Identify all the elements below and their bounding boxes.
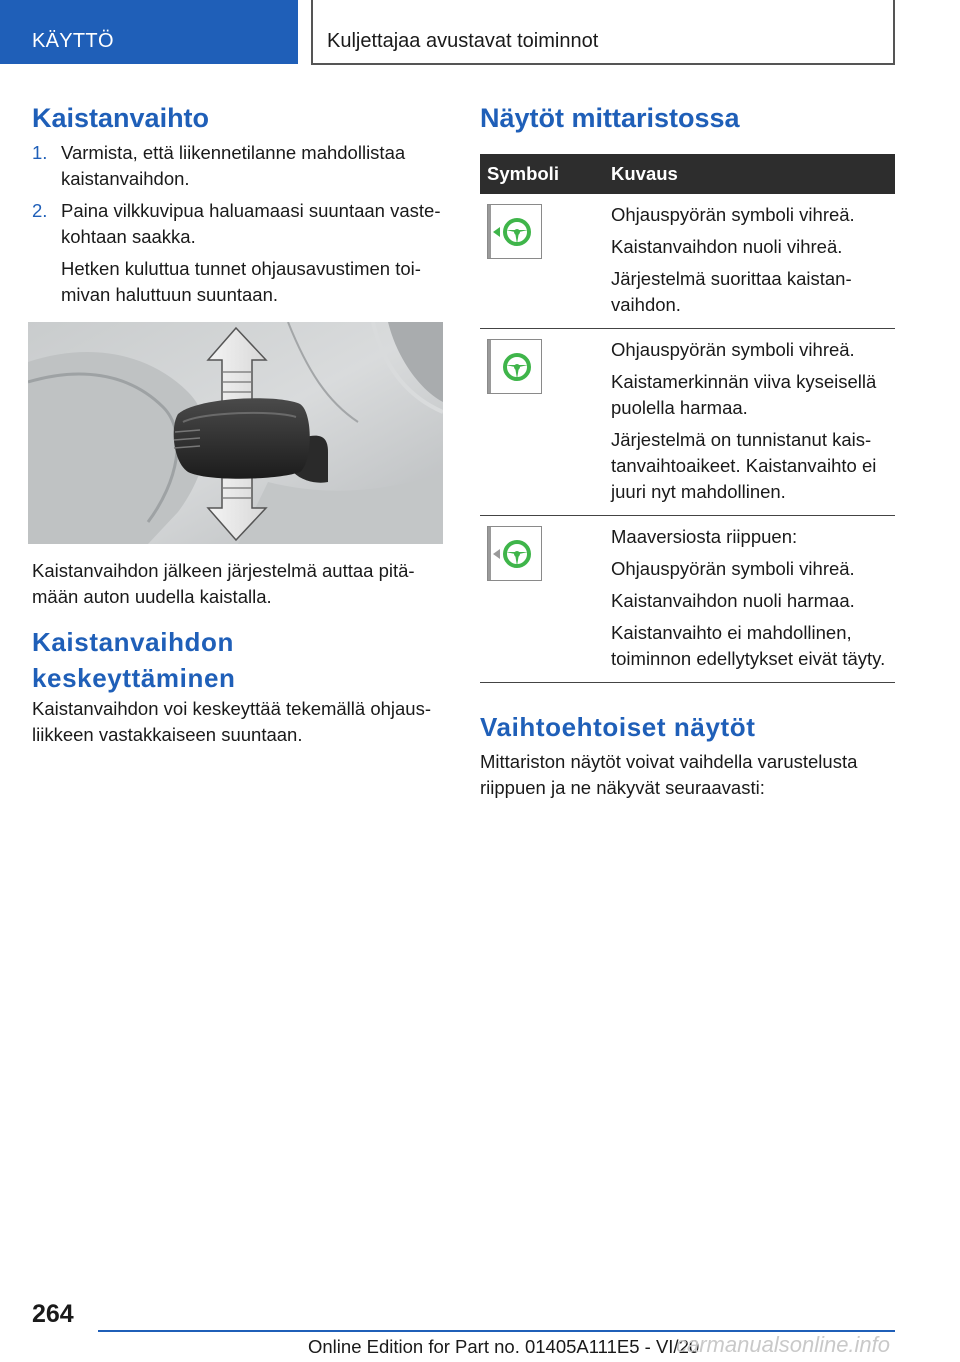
table-row bbox=[480, 516, 895, 683]
steps-list bbox=[32, 140, 444, 250]
table-row bbox=[480, 194, 895, 329]
heading-displays: Näytöt mittaristossa bbox=[480, 103, 740, 133]
turn-signal-lever-illustration bbox=[28, 322, 443, 544]
steering-wheel-icon bbox=[487, 204, 542, 259]
description-line: Järjestelmä on tunnistanut kais-tanvaihtoaikeet. Kaistanvaihto ei juuri nyt mahdollinen. bbox=[611, 429, 877, 502]
column-header-symbol: Symboli bbox=[480, 154, 611, 194]
heading-alternative-displays: Vaihtoehtoiset näytöt bbox=[480, 712, 756, 742]
section-tab: KÄYTTÖ bbox=[0, 0, 298, 64]
description-line: Ohjauspyörän symboli vihreä. bbox=[611, 558, 855, 579]
table-header-row bbox=[480, 154, 895, 194]
page-number: 264 bbox=[32, 1300, 74, 1328]
step-note: Hetken kuluttua tunnet ohjausavustimen toi-mivan haluttuun suuntaan. bbox=[61, 258, 421, 305]
lane-arrow-icon bbox=[493, 549, 500, 559]
description-line: Ohjauspyörän symboli vihreä. bbox=[611, 339, 855, 360]
right-column bbox=[480, 100, 895, 801]
heading-interrupt: Kaistanvaihdon keskeyttäminen bbox=[32, 627, 236, 693]
illustration-caption: Kaistanvaihdon jälkeen järjestelmä auttaa pitä-mään auton uudella kaistalla. bbox=[32, 560, 415, 607]
description-line: Kaistanvaihdon nuoli vihreä. bbox=[611, 236, 843, 257]
steering-wheel-icon bbox=[487, 339, 542, 394]
watermark: carmanualsonline.info bbox=[676, 1332, 891, 1357]
column-header-description: Kuvaus bbox=[611, 154, 895, 194]
left-column bbox=[32, 100, 444, 748]
interrupt-text: Kaistanvaihdon voi keskeyttää tekemällä ohjaus-liikkeen vastakkaiseen suuntaan. bbox=[32, 698, 432, 745]
description-line: Kaistanvaihdon nuoli harmaa. bbox=[611, 590, 855, 611]
lane-arrow-icon bbox=[493, 227, 500, 237]
description-line: Kaistamerkinnän viiva kyseisellä puolella harmaa. bbox=[611, 371, 877, 418]
step-item bbox=[32, 140, 444, 192]
steering-wheel-icon bbox=[487, 526, 542, 581]
heading-lane-change: Kaistanvaihto bbox=[32, 103, 210, 133]
step-number: 2. bbox=[32, 200, 48, 221]
description-line: Ohjauspyörän symboli vihreä. bbox=[611, 204, 855, 225]
step-text: Varmista, että liikennetilanne mahdollistaa kaistanvaihdon. bbox=[61, 142, 406, 189]
page-header bbox=[0, 0, 960, 66]
description-line: Maaversiosta riippuen: bbox=[611, 526, 798, 547]
description-line: Kaistanvaihto ei mahdollinen, toiminnon edellytykset eivät täyty. bbox=[611, 622, 886, 669]
symbol-table bbox=[480, 154, 895, 683]
step-text: Paina vilkkuvipua haluamaasi suuntaan vaste-kohtaan saakka. bbox=[61, 200, 441, 247]
footer-edition: Online Edition for Part no. 01405A111E5 - VI/20 bbox=[308, 1336, 700, 1357]
chapter-title: Kuljettajaa avustavat toiminnot bbox=[311, 0, 895, 65]
alternative-displays-text: Mittariston näytöt voivat vaihdella varustelusta riippuen ja ne näkyvät seuraavasti: bbox=[480, 751, 858, 798]
step-item bbox=[32, 198, 444, 250]
description-line: Järjestelmä suorittaa kaistan-vaihdon. bbox=[611, 268, 852, 315]
table-row bbox=[480, 329, 895, 516]
step-number: 1. bbox=[32, 142, 48, 163]
